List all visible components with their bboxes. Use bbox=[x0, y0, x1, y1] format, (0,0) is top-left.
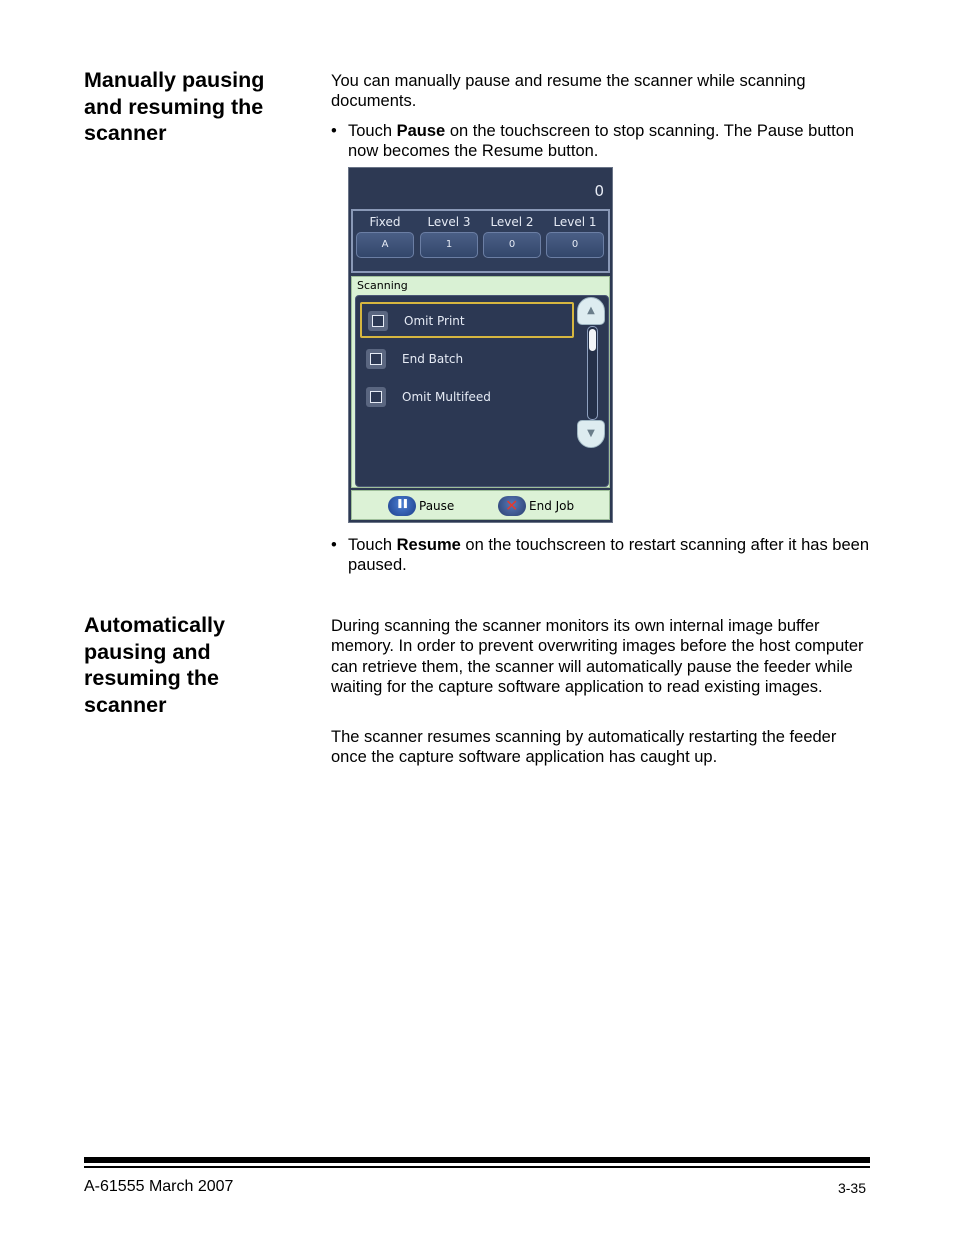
bullet-pause bbox=[331, 121, 876, 162]
checkbox[interactable] bbox=[366, 349, 386, 369]
bullet-bold: Resume bbox=[396, 536, 461, 554]
bullet-text: on the touchscreen to stop scanning. The Pause button now becomes the Resume button. bbox=[348, 122, 855, 161]
heading-line: resuming the bbox=[84, 666, 219, 690]
section-heading-manual-pause bbox=[84, 67, 304, 147]
page-number: 3-35 bbox=[837, 1180, 866, 1196]
counter-level-1[interactable] bbox=[546, 215, 604, 258]
page-count: 0 bbox=[594, 182, 604, 200]
heading-line: and resuming the bbox=[84, 94, 264, 119]
scanner-touchscreen bbox=[348, 167, 613, 523]
heading-line: scanner bbox=[84, 692, 167, 717]
scanning-panel bbox=[351, 276, 610, 488]
footer-rule bbox=[84, 1157, 870, 1163]
scrollbar[interactable] bbox=[587, 326, 598, 420]
heading-line: pausing and bbox=[84, 639, 211, 664]
action-bar bbox=[351, 490, 610, 520]
counter-level-2[interactable] bbox=[483, 215, 541, 258]
auto-pause-paragraph: During scanning the scanner monitors its own internal image buffer memory. In order to prevent overwriting images before the host computer can retrieve them, the scanner will automatically pause the feeder while waiting for the capture software application to read existing images. bbox=[331, 617, 864, 696]
counter-value: 1 bbox=[420, 232, 478, 258]
button-label: End Job bbox=[529, 499, 575, 513]
heading-line: scanner bbox=[84, 121, 167, 145]
scroll-up-arrow-icon[interactable]: ▲ bbox=[577, 297, 605, 325]
checkbox[interactable] bbox=[366, 387, 386, 407]
panel-title: Scanning bbox=[357, 279, 408, 292]
option-omit-multifeed[interactable] bbox=[360, 380, 574, 416]
option-list bbox=[355, 295, 609, 487]
counter-label: Level 1 bbox=[553, 215, 597, 229]
footer-rule bbox=[84, 1166, 870, 1168]
option-label: End Batch bbox=[402, 352, 464, 366]
counter-label: Level 2 bbox=[490, 215, 534, 229]
bullet-text: on the touchscreen to restart scanning after it has been paused. bbox=[348, 536, 869, 575]
bullet-dot: • bbox=[331, 122, 337, 140]
counter-level-3[interactable] bbox=[420, 215, 478, 258]
heading-line: Automatically bbox=[84, 613, 225, 637]
scroll-down-arrow-icon[interactable]: ▼ bbox=[577, 420, 605, 448]
option-label: Omit Print bbox=[404, 314, 465, 328]
option-end-batch[interactable] bbox=[360, 342, 574, 378]
bullet-text: Touch bbox=[348, 122, 397, 140]
pause-icon bbox=[388, 496, 416, 516]
bullet-text: Touch bbox=[348, 536, 397, 554]
option-label: Omit Multifeed bbox=[402, 390, 491, 404]
stop-icon bbox=[498, 496, 526, 516]
bullet-bold: Pause bbox=[396, 122, 446, 140]
checkbox[interactable] bbox=[368, 311, 388, 331]
counter-value: 0 bbox=[546, 232, 604, 258]
option-omit-print[interactable] bbox=[360, 302, 574, 338]
counter-label: Level 3 bbox=[427, 215, 471, 229]
bullet-resume bbox=[331, 535, 876, 576]
heading-line: Manually pausing bbox=[84, 68, 265, 92]
bullet-dot: • bbox=[331, 536, 337, 554]
counter-label: Fixed bbox=[369, 215, 401, 229]
counter-value: A bbox=[356, 232, 414, 258]
intro-paragraph: You can manually pause and resume the scanner while scanning documents. bbox=[331, 72, 806, 111]
document-id: A-61555 March 2007 bbox=[84, 1178, 234, 1195]
counter-panel bbox=[351, 209, 610, 273]
counter-fixed[interactable] bbox=[356, 215, 414, 258]
scrollbar-thumb[interactable] bbox=[589, 329, 596, 351]
button-label: Pause bbox=[419, 499, 455, 513]
section-heading-auto-pause bbox=[84, 612, 304, 718]
resume-paragraph: The scanner resumes scanning by automatically restarting the feeder once the capture software application has caught up. bbox=[331, 728, 837, 767]
counter-value: 0 bbox=[483, 232, 541, 258]
